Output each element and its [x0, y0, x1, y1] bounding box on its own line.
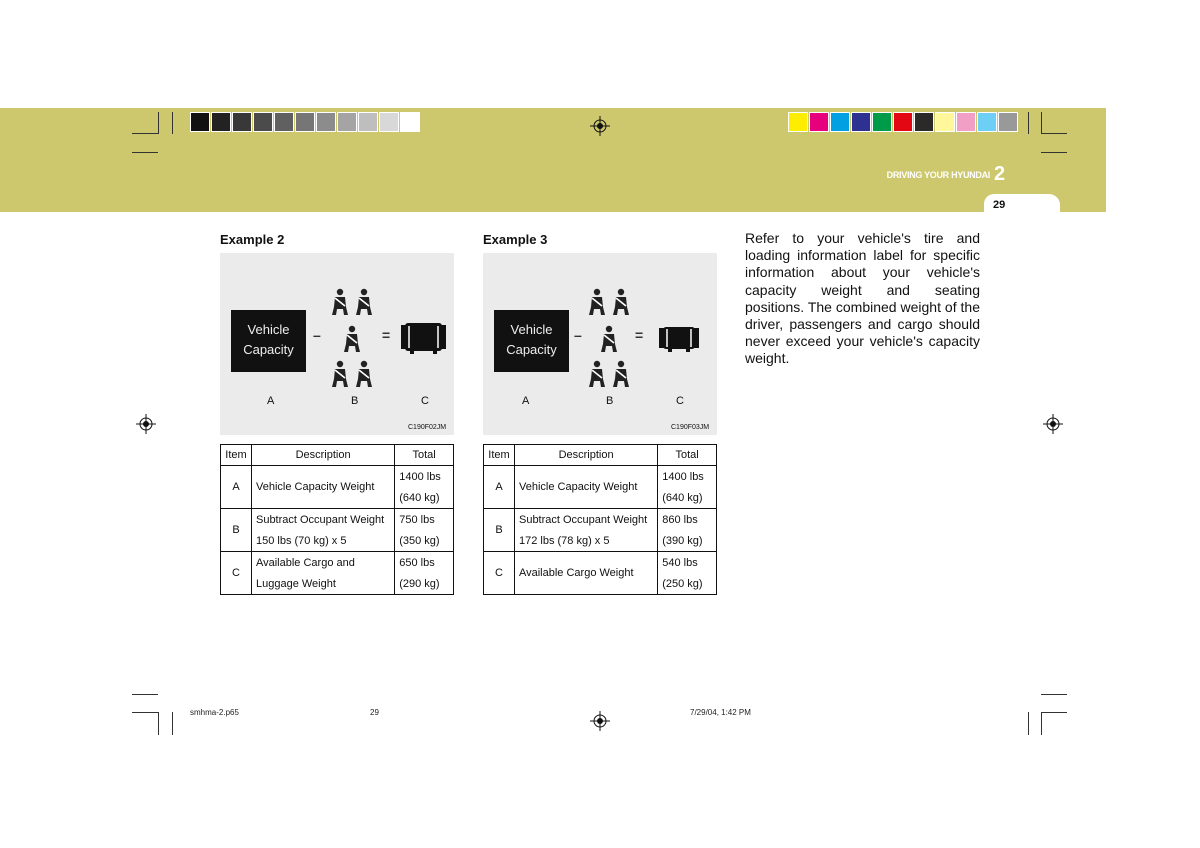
example2-figure	[220, 253, 454, 435]
occupant-icon	[355, 360, 373, 388]
total-cell: 1400 lbs	[395, 466, 454, 488]
luggage-icon	[401, 321, 446, 355]
crop-mark	[1041, 133, 1067, 134]
capacity-line2: Capacity	[243, 342, 294, 357]
registration-mark-icon	[590, 711, 610, 731]
figure-code: C190F02JM	[408, 424, 447, 431]
description-cell: Subtract Occupant Weight	[251, 509, 394, 531]
occupant-icon	[612, 288, 630, 316]
table-row	[221, 530, 454, 552]
equals-sign: =	[382, 327, 391, 343]
capacity-line2: Capacity	[506, 342, 557, 357]
item-cell: B	[484, 509, 515, 552]
color-swatch	[295, 112, 315, 132]
color-swatch	[872, 112, 892, 132]
example2-title: Example 2	[220, 232, 285, 247]
description-cell: Luggage Weight	[251, 573, 394, 595]
total-cell: 650 lbs	[395, 552, 454, 574]
label-a: A	[267, 395, 275, 407]
luggage-icon	[659, 325, 699, 353]
total-cell: (290 kg)	[395, 573, 454, 595]
page-number: 29	[993, 199, 1006, 211]
chapter-number: 2	[994, 163, 1006, 185]
description-cell: Vehicle Capacity Weight	[514, 466, 657, 509]
crop-mark	[1028, 712, 1029, 735]
color-swatch	[253, 112, 273, 132]
table-row	[484, 509, 717, 531]
minus-sign: –	[313, 327, 321, 343]
color-swatch	[211, 112, 231, 132]
color-swatch	[788, 112, 808, 132]
header-total: Total	[395, 445, 454, 466]
label-c: C	[421, 395, 429, 407]
registration-mark-icon	[1043, 414, 1063, 434]
crop-mark	[132, 712, 158, 713]
label-b: B	[606, 395, 614, 407]
header-description: Description	[251, 445, 394, 466]
description-cell: 150 lbs (70 kg) x 5	[251, 530, 394, 552]
header-item: Item	[484, 445, 515, 466]
example3-figure	[483, 253, 717, 435]
capacity-line1: Vehicle	[247, 322, 290, 337]
total-cell: (640 kg)	[395, 487, 454, 509]
label-a: A	[522, 395, 530, 407]
table-header-row	[221, 445, 454, 466]
occupant-icon	[355, 288, 373, 316]
total-cell: 540 lbs	[658, 552, 717, 574]
color-swatch	[274, 112, 294, 132]
label-b: B	[351, 395, 359, 407]
color-swatch-strip	[788, 112, 1019, 132]
registration-mark-icon	[136, 414, 156, 434]
color-swatch	[830, 112, 850, 132]
crop-mark	[132, 694, 158, 695]
table-row	[221, 466, 454, 488]
color-swatch	[316, 112, 336, 132]
header-total: Total	[658, 445, 717, 466]
crop-mark	[1028, 112, 1029, 134]
header-item: Item	[221, 445, 252, 466]
crop-mark	[158, 712, 159, 735]
crop-mark	[132, 152, 158, 153]
table-row	[221, 552, 454, 574]
color-swatch	[232, 112, 252, 132]
description-cell: 172 lbs (78 kg) x 5	[514, 530, 657, 552]
item-cell: A	[484, 466, 515, 509]
capacity-line1: Vehicle	[510, 322, 553, 337]
occupant-icon	[331, 360, 349, 388]
vehicle-capacity-box	[231, 310, 306, 372]
table-row	[221, 573, 454, 595]
occupant-icon	[588, 288, 606, 316]
color-swatch	[190, 112, 210, 132]
crop-mark	[172, 712, 173, 735]
description-cell: Available Cargo and	[251, 552, 394, 574]
body-paragraph: Refer to your vehicle's tire and loading information label for specific information about your vehicle's capacity weight and seating positions. The combined weight of the driver, passengers and cargo should never exceed your vehicle's capacity weight.	[745, 230, 980, 367]
table-row	[484, 530, 717, 552]
table-row	[484, 552, 717, 574]
crop-mark	[1041, 112, 1042, 134]
item-cell: C	[484, 552, 515, 595]
occupant-icon	[600, 325, 618, 353]
example3-table	[483, 444, 717, 595]
crop-mark	[172, 112, 173, 134]
footer-page: 29	[370, 708, 379, 717]
header-description: Description	[514, 445, 657, 466]
color-swatch	[400, 112, 420, 132]
footer-filename: smhma-2.p65	[190, 708, 239, 717]
total-cell: 750 lbs	[395, 509, 454, 531]
color-swatch	[893, 112, 913, 132]
color-swatch	[851, 112, 871, 132]
color-swatch	[935, 112, 955, 132]
item-cell: A	[221, 466, 252, 509]
crop-mark	[1041, 152, 1067, 153]
crop-mark	[1041, 694, 1067, 695]
color-swatch	[358, 112, 378, 132]
occupant-icon	[588, 360, 606, 388]
crop-mark	[1041, 712, 1067, 713]
description-cell: Vehicle Capacity Weight	[251, 466, 394, 509]
occupant-icon	[612, 360, 630, 388]
total-cell: 1400 lbs	[658, 466, 717, 488]
color-swatch	[977, 112, 997, 132]
vehicle-capacity-box	[494, 310, 569, 372]
item-cell: B	[221, 509, 252, 552]
total-cell: (390 kg)	[658, 530, 717, 552]
grayscale-swatch-strip	[190, 112, 421, 132]
crop-mark	[158, 112, 159, 134]
occupant-icon	[343, 325, 361, 353]
total-cell: (640 kg)	[658, 487, 717, 509]
equals-sign: =	[635, 327, 644, 343]
table-header-row	[484, 445, 717, 466]
total-cell: (350 kg)	[395, 530, 454, 552]
footer-timestamp: 7/29/04, 1:42 PM	[690, 708, 751, 717]
crop-mark	[132, 133, 158, 134]
occupant-icon	[331, 288, 349, 316]
color-swatch	[337, 112, 357, 132]
section-title: DRIVING YOUR HYUNDAI	[886, 170, 990, 180]
color-swatch	[809, 112, 829, 132]
color-swatch	[379, 112, 399, 132]
registration-mark-icon	[590, 116, 610, 136]
description-cell: Subtract Occupant Weight	[514, 509, 657, 531]
figure-code: C190F03JM	[671, 424, 710, 431]
item-cell: C	[221, 552, 252, 595]
color-swatch	[914, 112, 934, 132]
total-cell: 860 lbs	[658, 509, 717, 531]
color-swatch	[998, 112, 1018, 132]
table-row	[221, 509, 454, 531]
example2-table	[220, 444, 454, 595]
label-c: C	[676, 395, 684, 407]
example3-title: Example 3	[483, 232, 548, 247]
table-row	[484, 466, 717, 488]
minus-sign: –	[574, 327, 582, 343]
description-cell: Available Cargo Weight	[514, 552, 657, 595]
crop-mark	[1041, 712, 1042, 735]
color-swatch	[956, 112, 976, 132]
total-cell: (250 kg)	[658, 573, 717, 595]
